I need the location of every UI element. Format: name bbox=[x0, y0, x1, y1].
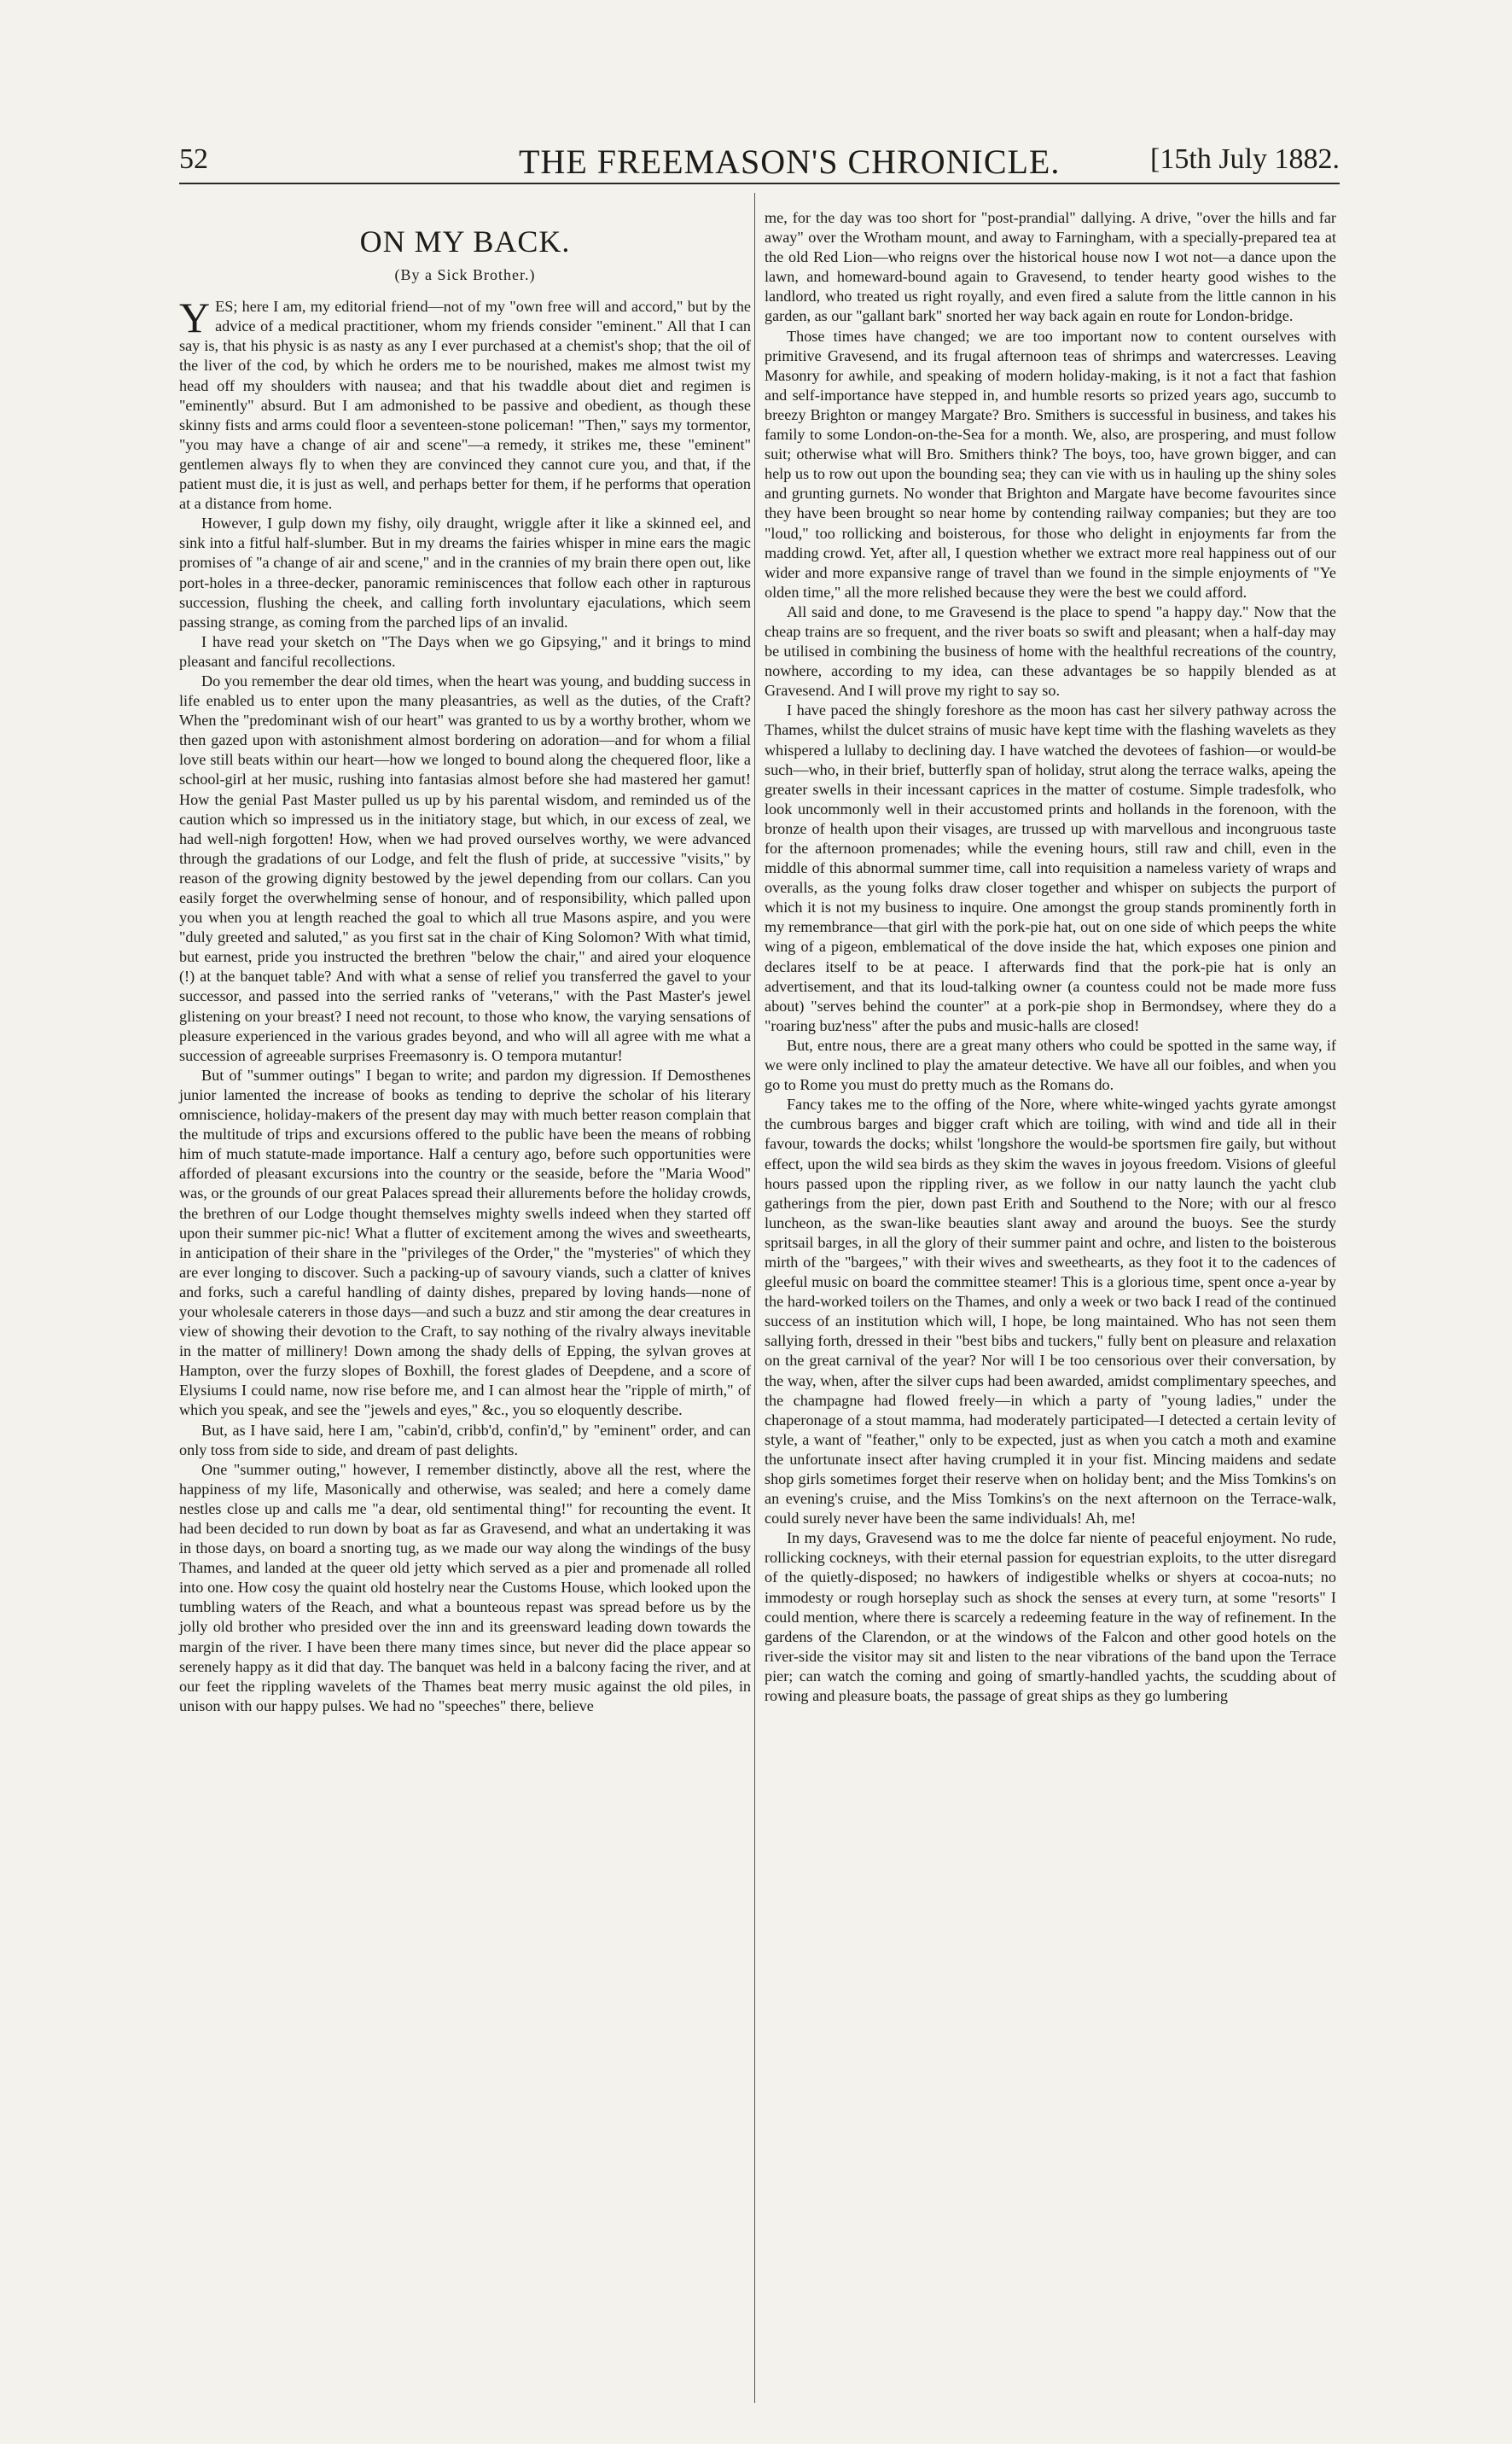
article-byline: (By a Sick Brother.) bbox=[394, 266, 536, 284]
paragraph: Fancy takes me to the offing of the Nore, where white-winged yachts gyrate amongst the cumbrous barges and bigger craft which are toiling, with wind and tide all in their favour, towards the docks; whilst 'longshore the would-be sportsmen fire gaily, but without effect, upon the wild sea birds as they skim the waves in joyous freedom. Visions of gleeful hours passed upon the rippling river, as we follow in our natty launch the yacht club gatherings from the pier, down past Erith and Southend to the Nore; with our al fresco luncheon, as the swan-like beauties slant away and around the buoys. See the sturdy spritsail barges, in all the glory of their summer paint and ochre, and listen to the boisterous mirth of the "bargees," with their wives and sweethearts, as they foot it to the cadences of gleeful music on board the committee steamer! This is a glorious time, spent once a-year by the hard-worked toilers on the Thames, and only a week or two back I read of the continued success of an institution which will, I hope, be long maintained. Who has not seen them sallying forth, dressed in their "best bibs and tuckers," fully bent on pleasure and relaxation on the great carnival of the year? Nor will I be too censorious over their conversation, by the way, when, after the silver cups had been awarded, amidst complimentary speeches, and the champagne had flowed freely—in which a party of "young ladies," under the chaperonage of a stout mamma, had moderately participated—I detected a certain levity of style, a want of "feather," only to be expected, just as when you catch a moth and examine the unfortunate insect after having crumpled it in your fist. Mincing maidens and sedate shop girls sometimes forget their reserve when on holiday bent; and the Miss Tomkins's on an evening's cruise, and the Miss Tomkins's on the next afternoon on the Terrace-walk, could surely never have been the same individuals! Ah, me! bbox=[765, 1096, 1336, 1528]
paragraph: However, I gulp down my fishy, oily draught, wriggle after it like a skinned eel, and sink into a fitful half-slumber. But in my dreams the fairies whisper in mine ears the magic promises of "a change of air and scene," and in the crannies of my brain there open out, like port-holes in a three-decker, panoramic reminiscences that follow each other in rapturous succession, flushing the cheek, and calling forth involuntary ejaculations, which seem passing strange, as coming from the parched lips of an invalid. bbox=[179, 515, 751, 631]
left-column bbox=[179, 203, 751, 1716]
issue-date: [15th July 1882. bbox=[1150, 143, 1340, 175]
paragraph: In my days, Gravesend was to me the dolce far niente of peaceful enjoyment. No rude, rollicking cockneys, with their eternal passion for equestrian exploits, to the utter disregard of the quietly-disposed; no hawkers of indigestible whelks or shyers at cocoa-nuts; no immodesty or rough horseplay such as shock the senses at every turn, at some "resorts" I could mention, where there is scarcely a redeeming feature in the way of refinement. In the gardens of the Clarendon, or at the windows of the Falcon and other good hotels on the river-side the visitor may sit and listen to the near vibrations of the band upon the Terrace pier; can watch the coming and going of smartly-handled yachts, the scudding about of rowing and pleasure boats, the passage of great ships as they go lumbering bbox=[765, 1529, 1336, 1705]
paragraph: All said and done, to me Gravesend is the place to spend "a happy day." Now that the cheap trains are so frequent, and the river boats so swift and pleasant; when a half-day may be utilised in combining the business of home with the healthful recreations of the country, nowhere, according to my idea, can these advantages be so happily blended as at Gravesend. And I will prove my right to say so. bbox=[765, 602, 1336, 700]
paragraph: But, as I have said, here I am, "cabin'd, cribb'd, confin'd," by "eminent" order, and can only toss from side to side, and dream of past delights. bbox=[179, 1421, 751, 1458]
paragraph: YES; here I am, my editorial friend—not of my "own free will and accord," but by the advice of a medical practitioner, whom my friends consider "eminent." All that I can say is, that his physic is as nasty as any I ever purchased at a chemist's shop; that the oil of the liver of the cod, by which he orders me to be nourished, makes me almost twist my head off my shoulders with nausea; and that his twaddle about diet and regimen is "eminently" absurd. But I am admonished to be passive and obedient, as though these skinny fists and arms could floor a seventeen-stone policeman! "Then," says my tormentor, "you may have a change of air and scene"—a remedy, it strikes me, these "eminent" gentlemen always fly to when they are convinced they cannot cure you, and that, if the patient must die, it is just as well, and perhaps better for them, if he performs that operation at a distance from home. bbox=[179, 294, 751, 513]
paper-title: THE FREEMASON'S CHRONICLE. bbox=[519, 143, 1061, 181]
paragraph: One "summer outing," however, I remember distinctly, above all the rest, where the happiness of my life, Masonically and otherwise, was sealed; and here a comely dame nestles close up and calls me "a dear, old sentimental thing!" for recounting the event. It had been decided to run down by boat as far as Gravesend, and what an undertaking it was in those days, on board a snorting tug, as we made our way along the windings of the busy Thames, and landed at the queer old jetty which served as a pier and promenade all rolled into one. How cosy the quaint old hostelry near the Customs House, which looked upon the tumbling waters of the Reach, and what a bounteous repast was spread before us by the jolly old brother who presided over the inn and its greensward leading down towards the margin of the river. I have been there many times since, but never did the place appear so serenely happy as it did that day. The banquet was held in a balcony facing the river, and at our feet the rippling wavelets of the Thames beat merry music against the old piles, in unison with our happy pulses. We had no "speeches" there, believe bbox=[179, 1460, 751, 1714]
header-rule bbox=[179, 183, 1340, 184]
paragraph: But, entre nous, there are a great many others who could be spotted in the same way, if we were only inclined to play the amateur detective. We have all our foibles, and when you go to Rome you must do pretty much as the Romans do. bbox=[765, 1036, 1336, 1094]
paragraph: I have read your sketch on "The Days when we go Gipsying," and it brings to mind pleasant and fanciful recollections. bbox=[179, 632, 751, 670]
right-column bbox=[765, 208, 1336, 1706]
column-divider bbox=[754, 193, 755, 2403]
paragraph: But of "summer outings" I began to write; and pardon my digression. If Demosthenes junior lamented the increase of books as tending to deprive the scholar of his literary omniscience, holiday-makers of the present day may with much better reason complain that the multitude of trips and excursions offered to the public have been the means of robbing him of much statute-made importance. Half a century ago, before such opportunities were afforded of pleasant excursions into the country or the seaside, before the "Maria Wood" was, or the grounds of our great Palaces spread their allurements before the holiday crowds, the brethren of our Lodge thought themselves mighty swells indeed when they started off upon their summer pic-nic! What a flutter of excitement among the wives and sweethearts, in anticipation of their share in the "privileges of the Order," the "mysteries" of which they are ever longing to discover. Such a packing-up of savoury viands, such a clatter of knives and forks, such a careful handling of dainty dishes, prepared by loving hands—none of your wholesale caterers in those days—and such a buzz and stir among the dear creatures in view of showing their devotion to the Craft, to say nothing of the rivalry always inevitable in the matter of millinery! Down among the shady dells of Epping, the sylvan groves at Hampton, over the furzy slopes of Boxhill, the forest glades of Deepdene, and a score of Elysiums I could name, now rise before me, and I can almost hear the "ripple of mirth," of which you speak, and see the "jewels and eyes," &c., you so eloquently describe. bbox=[179, 1066, 751, 1419]
paragraph: me, for the day was too short for "post-prandial" dallying. A drive, "over the hills and far away" over the Wrotham mount, and away to Farningham, with a specially-prepared tea at the old Red Lion—who reigns over the historical house now I wot not—a dance upon the lawn, and homeward-bound again to Gravesend, to tender hearty good wishes to the landlord, who treated us right royally, and even fired a salute from the little cannon in his garden, as our "gallant bark" snorted her way back again en route for London-bridge. bbox=[765, 209, 1336, 325]
masthead bbox=[179, 142, 1340, 184]
paragraph: I have paced the shingly foreshore as the moon has cast her silvery pathway across the Thames, whilst the dulcet strains of music have kept time with the flashing wavelets as they whispered a lullaby to declining day. I have watched the devotees of fashion—or would-be such—who, in their brief, butterfly span of holiday, strut along the terrace walks, apeing the greater swells in their incessant caprices in the matter of costume. Simple tradesfolk, who look uncommonly well in their accustomed prints and hollands in the forenoon, with the bronze of health upon their visages, are trussed up with marvellous and incongruous taste for the afternoon promenades; while the evening hours, still raw and chill, even in the middle of this abnormal summer time, call into requisition a nameless variety of wraps and overalls, as the young folks draw closer together and whisper on subjects the purport of which it is not my business to inquire. One amongst the group stands prominently forth in my remembrance—that girl with the pork-pie hat, out on one side of which peeps the white wing of a pigeon, emblematical of the dove inside the hat, which exposes one pinion and declares itself to be at peace. I afterwards find that the pork-pie hat is only an advertisement, and that its loud-talking owner (a countess could not be made more fuss about) "serves behind the counter" at a pork-pie shop in Bermondsey, where they do a "roaring buz'ness" after the pubs and music-halls are closed! bbox=[765, 701, 1336, 1034]
article-title: ON MY BACK. bbox=[359, 224, 571, 259]
paragraph: Those times have changed; we are too important now to content ourselves with primitive Gravesend, and its frugal afternoon teas of shrimps and watercresses. Leaving Masonry for awhile, and speaking of modern holiday-making, is it not a fact that fashion and self-importance have stepped in, and humble resorts so prized years ago, succumb to breezy Brighton or mangey Margate? Bro. Smithers is successful in business, and takes his family to some London-on-the-Sea for a month. We, also, are prospering, and must follow suit; otherwise what will Bro. Smithers think? The boys, too, have grown bigger, and can help us to row out upon the bounding sea; they can vie with us in hauling up the shiny soles and grunting gurnets. No wonder that Brighton and Margate have become favourites since they have been brought so near home by contending railway companies; but they are too "loud," too rollicking and boisterous, for those who delight in enjoyments far from the madding crowd. Yet, after all, I question whether we extract more real happiness out of our wider and more expansive range of travel than we found in the simple enjoyments of "Ye olden time," all the more relished because they were the best we could afford. bbox=[765, 327, 1336, 601]
drop-cap: Y bbox=[179, 294, 211, 342]
page-number: 52 bbox=[179, 143, 208, 175]
paragraph: Do you remember the dear old times, when the heart was young, and budding success in life enabled us to enter upon the many pleasantries, as well as the duties, of the Craft? When the "predominant wish of our heart" was granted to us by a worthy brother, whom we then gazed upon with astonishment almost bordering on adoration—and for whom a filial love still beats within our heart—how we longed to bound along the chequered floor, like a school-girl at her music, rushing into fantasias almost before she had mastered her gamut! How the genial Past Master pulled us up by his parental wisdom, and reminded us of the caution which so impressed us in the initiatory stage, but which, in our excess of zeal, we had well-nigh forgotten! How, when we had proved ourselves worthy, we were advanced through the gradations of our Lodge, and felt the flush of pride, at successive "visits," by reason of the growing dignity bestowed by the jewel depending from our collars. Can you easily forget the overwhelming sense of honour, and of responsibility, which palled upon you when you at length reached the goal to which all true Masons aspire, and you were "duly greeted and saluted," as you first sat in the chair of King Solomon? With what timid, but earnest, pride you instructed the brethren "below the chair," and aired your eloquence (!) at the banquet table? And with what a sense of relief you transferred the gavel to your successor, and passed into the serried ranks of "veterans," with the Past Master's jewel glistening on your breast? I need not recount, to those who know, the varying sensations of pleasure experienced in the various grades beyond, and who will all agree with me what a succession of agreeable surprises Freemasonry is. O tempora mutantur! bbox=[179, 672, 751, 1064]
